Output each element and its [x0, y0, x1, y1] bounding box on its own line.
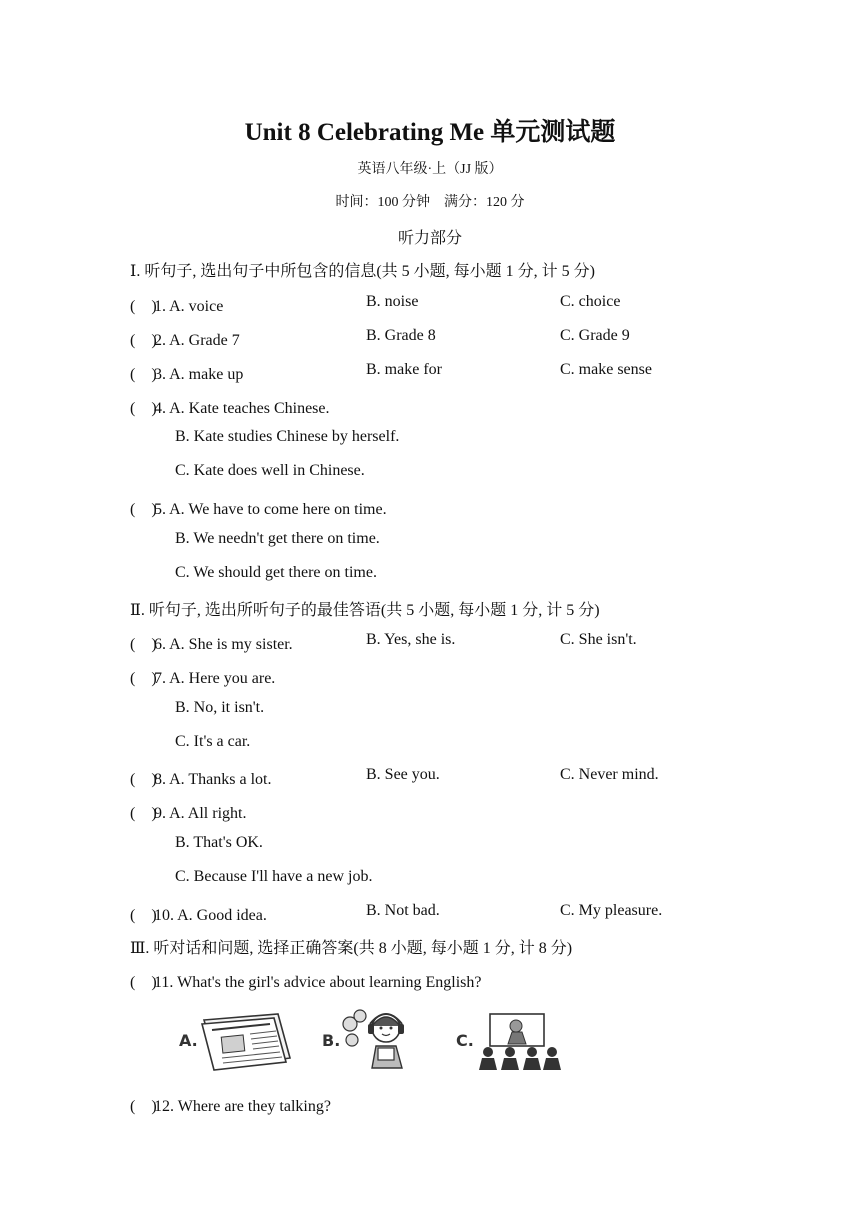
question-7-option-c: C. It's a car. [175, 733, 251, 750]
question-2 [130, 327, 240, 350]
option-a: 3. A. make up [154, 366, 244, 383]
option-a: 2. A. Grade 7 [154, 332, 240, 349]
question-10 [130, 902, 267, 925]
question-5-option-b: B. We needn't get there on time. [175, 530, 380, 547]
question-5 [130, 496, 387, 519]
question-6-option-c: C. She isn't. [560, 631, 637, 648]
question-2-option-b: B. Grade 8 [366, 327, 436, 344]
answer-blank[interactable]: ( ) [130, 636, 157, 653]
answer-blank[interactable]: ( ) [130, 670, 157, 687]
question-1-option-c: C. choice [560, 293, 621, 310]
question-text: 11. What's the girl's advice about learning English? [154, 974, 482, 991]
picture-label-b: B. [322, 1031, 341, 1050]
question-6 [130, 631, 293, 654]
question-7 [130, 665, 275, 688]
question-8-option-b: B. See you. [366, 766, 440, 783]
question-1 [130, 293, 223, 316]
option-a: 4. A. Kate teaches Chinese. [154, 400, 330, 417]
answer-blank[interactable]: ( ) [130, 298, 157, 315]
question-10-option-b: B. Not bad. [366, 902, 440, 919]
question-8-option-c: C. Never mind. [560, 766, 659, 783]
question-10-option-c: C. My pleasure. [560, 902, 663, 919]
answer-blank[interactable]: ( ) [130, 366, 157, 383]
question-text: 12. Where are they talking? [154, 1098, 331, 1115]
section-1-heading: Ⅰ. 听句子, 选出句子中所包含的信息(共 5 小题, 每小题 1 分, 计 5 分) [130, 263, 595, 280]
answer-blank[interactable]: ( ) [130, 400, 157, 417]
option-a: 7. A. Here you are. [154, 670, 276, 687]
answer-blank[interactable]: ( ) [130, 332, 157, 349]
section-3-heading: Ⅲ. 听对话和问题, 选择正确答案(共 8 小题, 每小题 1 分, 计 8 分) [130, 940, 573, 957]
question-7-option-b: B. No, it isn't. [175, 699, 265, 716]
option-a: 9. A. All right. [154, 805, 247, 822]
question-2-option-c: C. Grade 9 [560, 327, 630, 344]
time-info: 时间：100 分钟 满分：120 分 [335, 195, 525, 210]
question-4-option-b: B. Kate studies Chinese by herself. [175, 428, 400, 445]
answer-blank[interactable]: ( ) [130, 805, 157, 822]
option-a: 5. A. We have to come here on time. [154, 501, 387, 518]
newspaper-icon[interactable] [198, 1010, 294, 1072]
question-12 [130, 1093, 331, 1116]
option-a: 1. A. voice [154, 298, 224, 315]
question-3-option-c: C. make sense [560, 361, 652, 378]
question-9-option-c: C. Because I'll have a new job. [175, 868, 373, 885]
question-4 [130, 395, 330, 418]
question-9 [130, 800, 246, 823]
question-9-option-b: B. That's OK. [175, 834, 263, 851]
question-5-option-c: C. We should get there on time. [175, 564, 377, 581]
cinema-audience-icon[interactable] [474, 1012, 564, 1072]
question-8 [130, 766, 271, 789]
girl-with-headphones-icon[interactable] [340, 1006, 432, 1072]
picture-label-c: C. [456, 1031, 474, 1050]
section-2-heading: Ⅱ. 听句子, 选出所听句子的最佳答语(共 5 小题, 每小题 1 分, 计 5 分) [130, 602, 600, 619]
picture-label-a: A. [179, 1031, 198, 1050]
document-subtitle: 英语八年级·上（JJ 版） [357, 162, 503, 177]
question-11 [130, 969, 481, 992]
answer-blank[interactable]: ( ) [130, 771, 157, 788]
option-a: 8. A. Thanks a lot. [154, 771, 272, 788]
question-1-option-b: B. noise [366, 293, 419, 310]
question-6-option-b: B. Yes, she is. [366, 631, 456, 648]
part-title: 听力部分 [397, 230, 462, 247]
answer-blank[interactable]: ( ) [130, 907, 157, 924]
document-title: Unit 8 Celebrating Me 单元测试题 [244, 119, 616, 146]
option-a: 10. A. Good idea. [154, 907, 267, 924]
question-4-option-c: C. Kate does well in Chinese. [175, 462, 365, 479]
question-3 [130, 361, 243, 384]
option-a: 6. A. She is my sister. [154, 636, 293, 653]
answer-blank[interactable]: ( ) [130, 974, 157, 991]
question-3-option-b: B. make for [366, 361, 442, 378]
answer-blank[interactable]: ( ) [130, 501, 157, 518]
answer-blank[interactable]: ( ) [130, 1098, 157, 1115]
